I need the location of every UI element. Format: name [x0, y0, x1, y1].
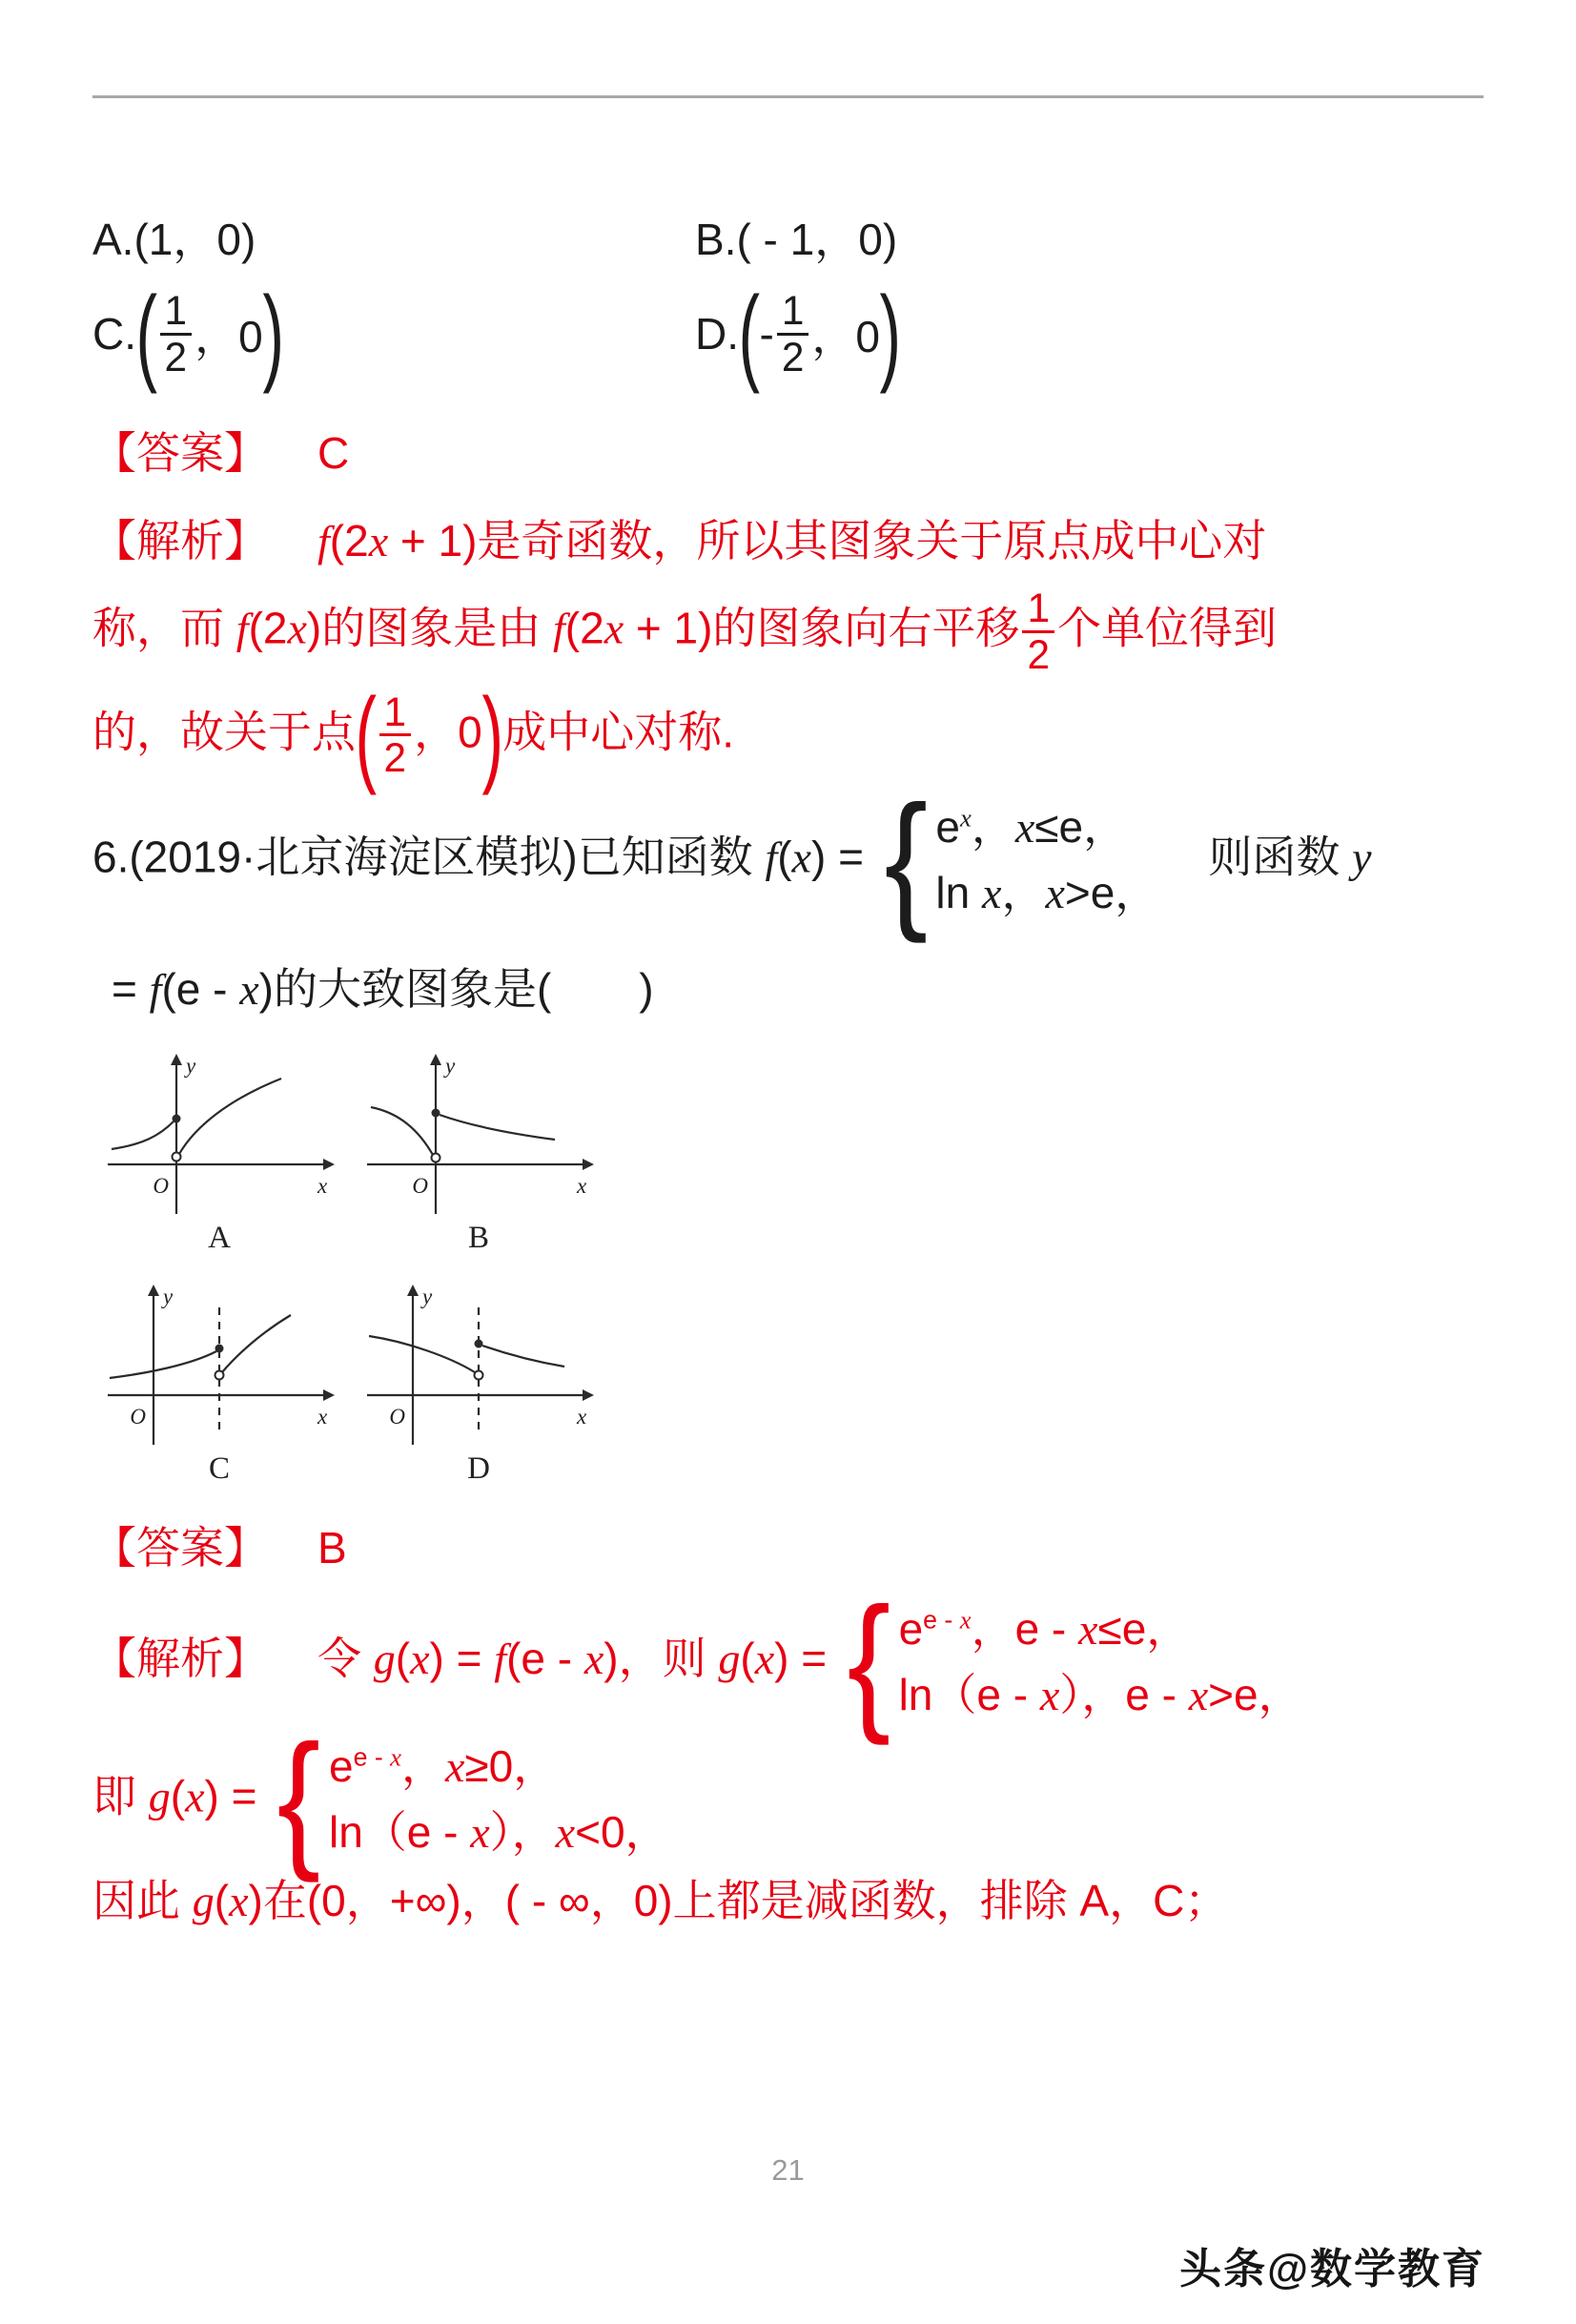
solid-dot [215, 1344, 224, 1352]
page-content [0, 205, 1576, 1929]
graph-b-plot [359, 1050, 598, 1217]
solid-dot [173, 1114, 181, 1122]
page-number: 21 [771, 2153, 805, 2187]
y-axis-arrow [430, 1054, 441, 1065]
origin-label: O [130, 1404, 146, 1429]
graph-d-label: D [467, 1450, 490, 1486]
curve-right-decreasing [482, 1346, 564, 1367]
x-axis-arrow [583, 1389, 594, 1401]
document-page [0, 95, 1576, 2293]
y-axis-label: y [422, 1284, 433, 1308]
y-axis-label: y [445, 1053, 456, 1078]
q5-options-row-2 [92, 274, 1484, 395]
q5-answer-line [92, 419, 1484, 482]
q5-answer-label: 【答案】 [92, 428, 268, 479]
graph-d-plot [359, 1281, 598, 1448]
y-axis-label: y [163, 1284, 174, 1308]
solid-dot [475, 1339, 483, 1347]
q5-option-b: B.( - 1，0) [695, 215, 898, 264]
q6-analysis-label: 【解析】 [92, 1633, 268, 1683]
q6-answer-label: 【答案】 [92, 1522, 268, 1573]
graph-b-label: B [467, 1220, 489, 1255]
q6-analysis-line-2: 即 g(x) = { $e^{e - x}$，x≥0， ln（e - x），x<0， [92, 1714, 669, 1884]
curve-left-increasing [110, 1351, 216, 1378]
q5-option-c: C. ( $\frac{1}{2}$ ，0 ) [92, 274, 284, 395]
top-divider [92, 95, 1484, 98]
graph-c-label: C [208, 1450, 230, 1486]
q5-analysis-line-2: 称，而 f(2x)的图象是由 f(2x + 1)的图象向右平移 $\frac{1}{2}$ 个单位得到 [92, 586, 1277, 678]
y-axis-arrow [407, 1285, 419, 1296]
graph-a-plot [100, 1050, 338, 1217]
q5-option-d: D. ( - $\frac{1}{2}$ ，0 ) [695, 274, 902, 395]
y-axis-arrow [171, 1054, 182, 1065]
open-circle [475, 1370, 483, 1379]
q6-analysis-line-1 [92, 1576, 1484, 1746]
graph-option-c [100, 1281, 338, 1487]
q6-analysis-text-1: 令 g(x) = f(e - x)，则 g(x) = { $e^{e - x}$，e - x≤e， ln（e - x），e - x>e， [317, 1576, 1302, 1746]
curve-left-increasing [112, 1121, 174, 1149]
graph-a-label: A [208, 1220, 231, 1255]
curve-right-decreasing [440, 1115, 555, 1140]
q6-answer-value: B [317, 1522, 347, 1573]
q5-answer-value: C [317, 428, 350, 479]
q5-analysis-line-1 [92, 506, 1484, 569]
graph-c-plot [100, 1281, 338, 1448]
open-circle [215, 1370, 224, 1379]
q5-option-a: A.(1，0) [92, 215, 256, 264]
q6-stem-line-2: = f(e - x)的大致图象是( ) [112, 963, 654, 1014]
curve-right-increasing [179, 1079, 281, 1154]
q6-answer-line [92, 1513, 1484, 1576]
x-axis-arrow [323, 1389, 335, 1401]
x-axis-label: x [317, 1173, 328, 1198]
y-axis-label: y [186, 1053, 196, 1078]
y-axis-arrow [148, 1285, 159, 1296]
origin-label: O [153, 1173, 169, 1198]
watermark-text: 头条@数学教育 [1179, 2246, 1485, 2293]
origin-label: O [389, 1404, 405, 1429]
curve-left-decreasing [369, 1336, 475, 1372]
x-axis-label: x [577, 1404, 587, 1429]
x-axis-label: x [577, 1173, 587, 1198]
q5-options-row-1 [92, 205, 1484, 268]
graph-option-d [359, 1281, 598, 1487]
open-circle [173, 1152, 181, 1161]
q6-stem-line-1: 6.(2019·北京海淀区模拟)已知函数 f(x) = { $e^x$，x≤e， ln x，x>e， 则函数 y [92, 775, 1372, 945]
graph-option-a [100, 1050, 338, 1256]
q6-analysis-line-3: 因此 g(x)在(0，+∞)，( - ∞，0)上都是减函数，排除 A，C； [92, 1876, 1229, 1926]
origin-label: O [412, 1173, 428, 1198]
q6-answer-choice-graphs [100, 1050, 634, 1487]
q5-analysis-line-3: 的，故关于点( $\frac{1}{2}$ ，0)成中心对称. [92, 674, 734, 795]
x-axis-arrow [323, 1159, 335, 1170]
q5-analysis-label: 【解析】 [92, 516, 268, 566]
curve-right-increasing [222, 1315, 291, 1372]
curve-left-decreasing [371, 1107, 433, 1155]
graph-option-b [359, 1050, 598, 1256]
solid-dot [432, 1108, 440, 1117]
open-circle [432, 1153, 440, 1162]
x-axis-arrow [583, 1159, 594, 1170]
x-axis-label: x [317, 1404, 328, 1429]
q5-analysis-text-1: f(2x + 1)是奇函数，所以其图象关于原点成中心对 [317, 516, 1267, 566]
